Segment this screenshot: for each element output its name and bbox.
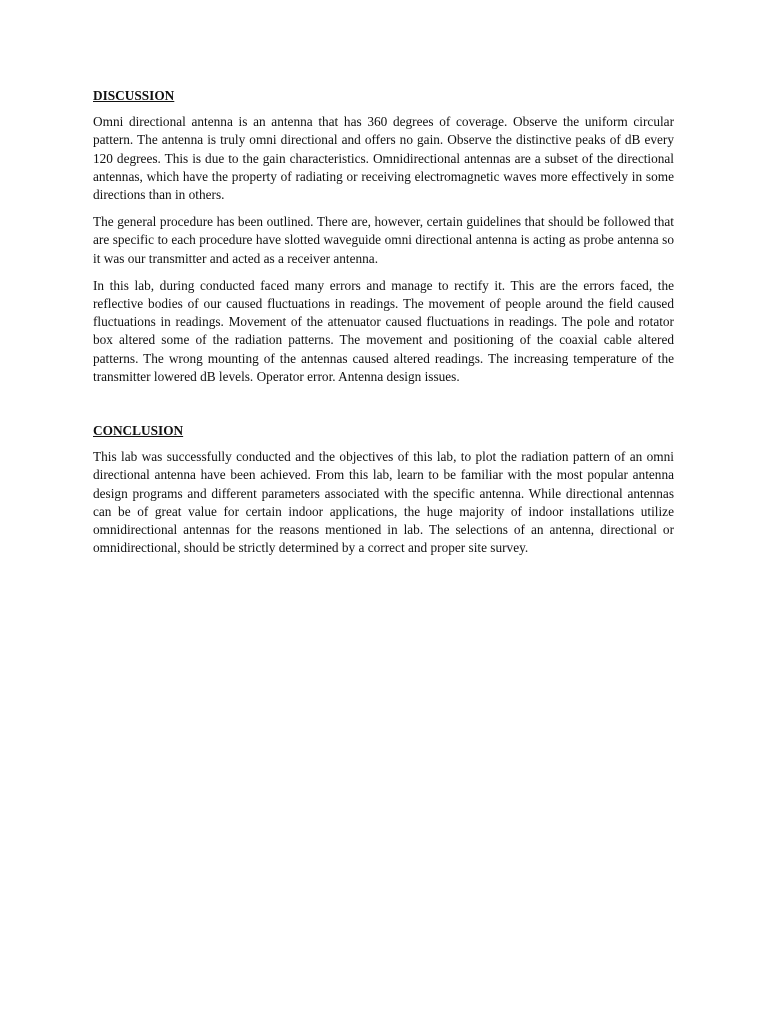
document-body (93, 87, 674, 566)
discussion-paragraph-2: The general procedure has been outlined. There are, however, certain guidelines that should be followed that are specific to each procedure have slotted waveguide omni directional antenna is acting as probe antenna so it was our transmitter and acted as a receiver antenna. (93, 214, 674, 266)
section-spacer (93, 395, 674, 422)
discussion-paragraph-3: In this lab, during conducted faced many errors and manage to rectify it. This are the errors faced, the reflective bodies of our caused fluctuations in readings. The movement of people around the field caused fluctuations in readings. Movement of the attenuator caused fluctuations in readings. The pole and rotator box altered some of the radiation patterns. The movement and positioning of the coaxial cable altered patterns. The wrong mounting of the antennas caused altered readings. The increasing temperature of the transmitter lowered dB levels. Operator error. Antenna design issues. (93, 277, 674, 384)
discussion-heading: DISCUSSION (93, 88, 175, 103)
discussion-paragraph-1: Omni directional antenna is an antenna that has 360 degrees of coverage. Observe the uniform circular pattern. The antenna is truly omni directional and offers no gain. Observe the distinctive peaks of dB every 120 degrees. This is due to the gain characteristics. Omnidirectional antennas are a subset of the directional antennas, which have the property of radiating or receiving electromagnetic waves more effectively in some directions than in others. (93, 114, 674, 203)
conclusion-paragraph-1: This lab was successfully conducted and the objectives of this lab, to plot the radiation pattern of an omni directional antenna have been achieved. From this lab, learn to be familiar with the most popular antenna design programs and different parameters associated with the specific antenna. While directional antennas can be of great value for certain indoor applications, the huge majority of indoor installations utilize omnidirectional antennas for the reasons mentioned in lab. The selections of an antenna, directional or omnidirectional, should be strictly determined by a correct and proper site survey. (93, 449, 674, 556)
conclusion-heading: CONCLUSION (93, 423, 184, 439)
